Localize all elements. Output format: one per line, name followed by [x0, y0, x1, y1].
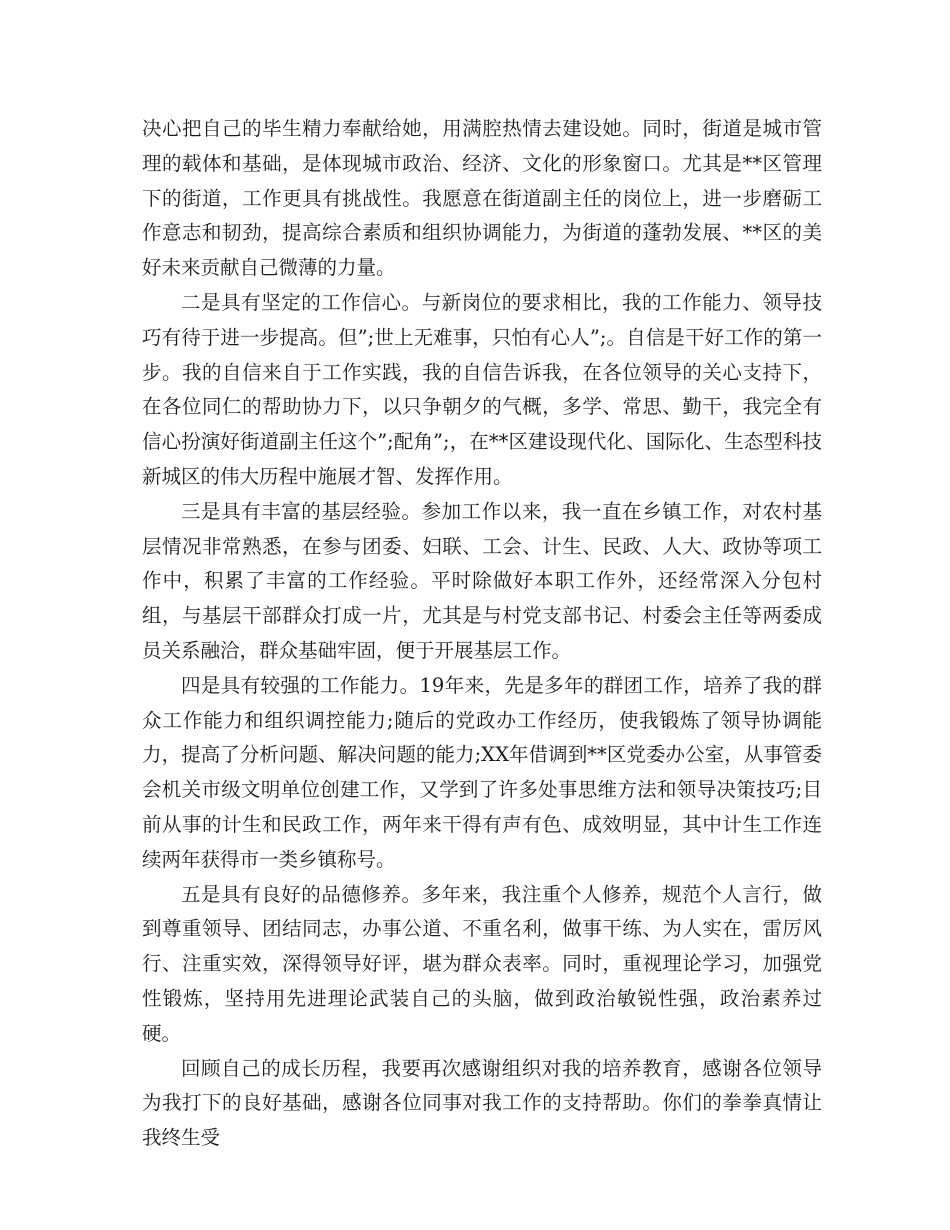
paragraph-ability: 四是具有较强的工作能力。19年来，先是多年的群团工作，培养了我的群众工作能力和组织调控能力;随后的党政办工作经历，使我锻炼了领导协调能力，提高了分析问题、解决问题的能力;XX年借调到**区党委办公室，从事管委会机关市级文明单位创建工作，又学到了许多处事思维方法和领导决策技巧;目前从事的计生和民政工作，两年来干得有声有色、成效明显，其中计生工作连续两年获得市一类乡镇称号。: [142, 673, 822, 871]
paragraph-continued: 决心把自己的毕生精力奉献给她，用满腔热情去建设她。同时，街道是城市管理的载体和基础，是体现城市政治、经济、文化的形象窗口。尤其是**区管理下的街道，工作更具有挑战性。我愿意在街道副主任的岗位上，进一步磨砺工作意志和韧劲，提高综合素质和组织协调能力，为街道的蓬勃发展、**区的美好未来贡献自己微薄的力量。: [142, 117, 822, 280]
paragraph-character: 五是具有良好的品德修养。多年来，我注重个人修养，规范个人言行，做到尊重领导、团结同志，办事公道、不重名利，做事干练、为人实在，雷厉风行、注重实效，深得领导好评，堪为群众表率。同时，重视理论学习，加强党性锻炼，坚持用先进理论武装自己的头脑，做到政治敏锐性强，政治素养过硬。: [142, 882, 822, 1045]
paragraph-gratitude: 回顾自己的成长历程，我要再次感谢组织对我的培养教育，感谢各位领导为我打下的良好基础，感谢各位同事对我工作的支持帮助。你们的拳拳真情让我终生受: [142, 1056, 822, 1150]
paragraph-experience: 三是具有丰富的基层经验。参加工作以来，我一直在乡镇工作，对农村基层情况非常熟悉，在参与团委、妇联、工会、计生、民政、人大、政协等项工作中，积累了丰富的工作经验。平时除做好本职工作外，还经常深入分包村组，与基层干部群众打成一片，尤其是与村党支部书记、村委会主任等两委成员关系融洽，群众基础牢固，便于开展基层工作。: [142, 499, 822, 662]
document-body: [142, 112, 822, 1156]
paragraph-confidence: 二是具有坚定的工作信心。与新岗位的要求相比，我的工作能力、领导技巧有待于进一步提高。但”;世上无难事，只怕有心人”;。自信是干好工作的第一步。我的自信来自于工作实践，我的自信告诉我，在各位领导的关心支持下，在各位同仁的帮助协力下，以只争朝夕的气概，多学、常思、勤干，我完全有信心扮演好街道副主任这个”;配角”;，在**区建设现代化、国际化、生态型科技新城区的伟大历程中施展才智、发挥作用。: [142, 290, 822, 488]
